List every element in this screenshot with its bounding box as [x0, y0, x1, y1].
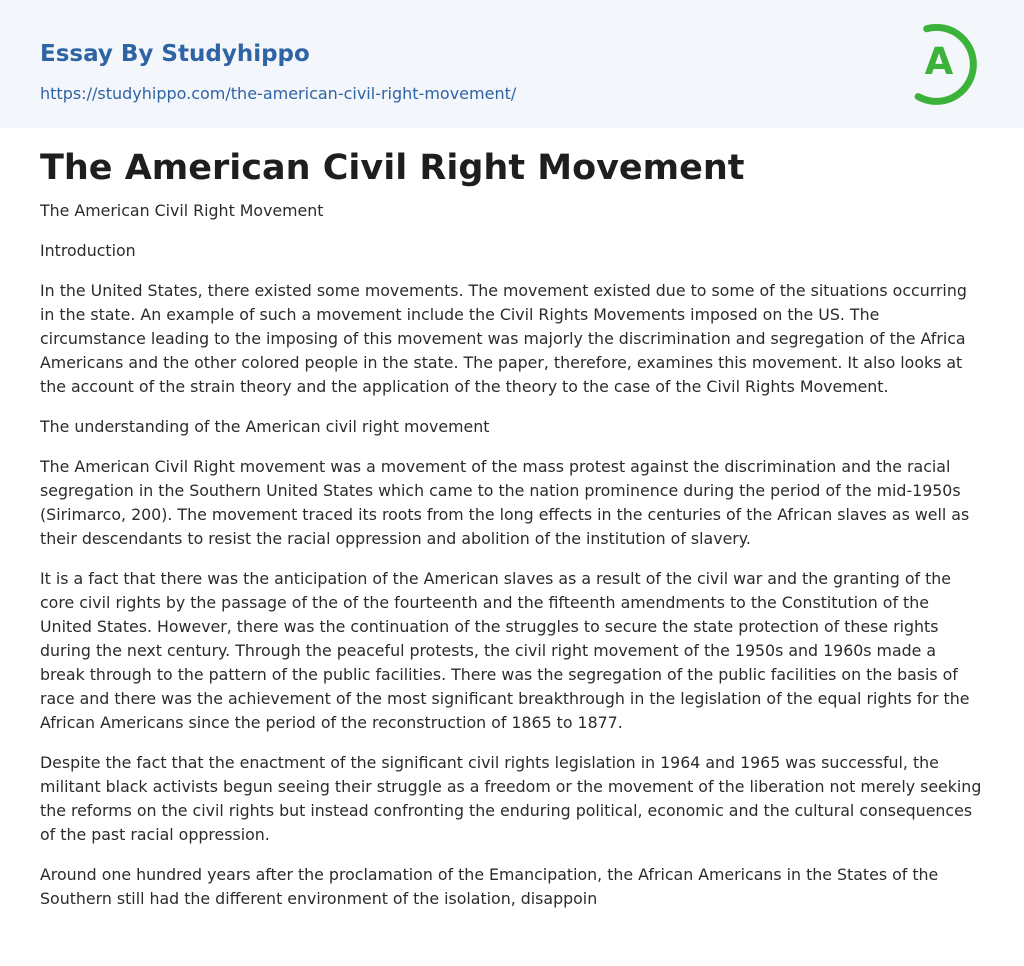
paragraph-understanding-heading: The understanding of the American civil right movement: [40, 417, 490, 436]
logo-letter: A: [924, 40, 954, 83]
site-header: [0, 0, 1024, 128]
paragraph-legislation: Despite the fact that the enactment of the significant civil rights legislation in 1964 and 1965 was successful, the militant black activists begun seeing their struggle as a freedom or the movement of the liberation not merely seeking the reforms on the civil rights but instead confronting the enduring political, economic and the cultural consequences of the past racial oppression.: [40, 753, 982, 844]
source-url-link[interactable]: https://studyhippo.com/the-american-civil-right-movement/: [40, 84, 517, 103]
brand-title: Essay By Studyhippo: [40, 41, 310, 67]
paragraph-introduction-heading: Introduction: [40, 241, 136, 260]
paragraph-civil-war-amendments: It is a fact that there was the anticipation of the American slaves as a result of the civil war and the granting of the core civil rights by the passage of the of the fourteenth and the fifteenth amendments to the Constitution of the United States. However, there was the continuation of the struggles to secure the state protection of these rights during the next century. Through the peaceful protests, the civil right movement of the 1950s and 1960s made a break through to the pattern of the public facilities. There was the segregation of the public facilities on the basis of race and there was the achievement of the most significant breakthrough in the legislation of the equal rights for the African Americans since the period of the reconstruction of 1865 to 1877.: [40, 569, 970, 732]
studyhippo-logo[interactable]: [908, 17, 990, 107]
paragraph-emancipation: Around one hundred years after the proclamation of the Emancipation, the African Americans in the States of the Southern still had the different environment of the isolation, disappoin: [40, 865, 939, 908]
article-content: [40, 146, 984, 927]
paragraph-movement-overview: The American Civil Right movement was a movement of the mass protest against the discrimination and the racial segregation in the Southern United States which came to the nation prominence during the period of the mid-1950s (Sirimarco, 200). The movement traced its roots from the long effects in the centuries of the African slaves as well as their descendants to resist the racial oppression and abolition of the institution of slavery.: [40, 457, 970, 548]
paragraph-introduction: In the United States, there existed some movements. The movement existed due to some of the situations occurring in the state. An example of such a movement include the Civil Rights Movements imposed on the US. The circumstance leading to the imposing of this movement was majorly the discrimination and segregation of the Africa Americans and the other colored people in the state. The paper, therefore, examines this movement. It also looks at the account of the strain theory and the application of the theory to the case of the Civil Rights Movement.: [40, 281, 967, 396]
paragraph-subtitle: The American Civil Right Movement: [40, 201, 324, 220]
page-title: The American Civil Right Movement: [40, 148, 745, 188]
